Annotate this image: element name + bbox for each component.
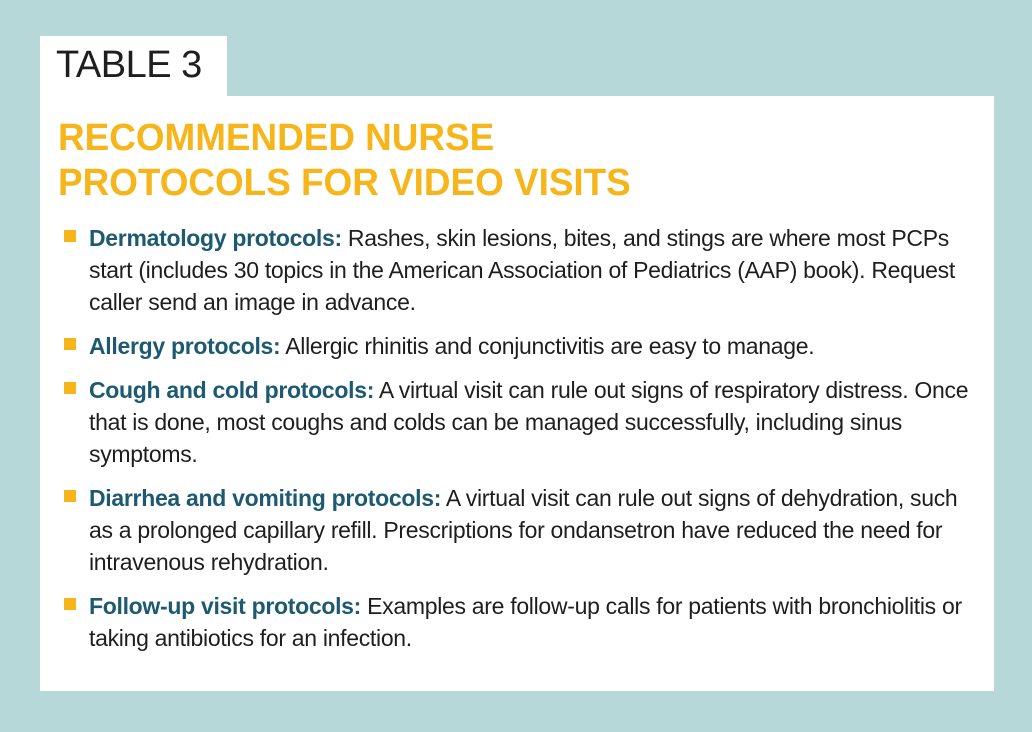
- item-term: Diarrhea and vomiting protocols:: [89, 485, 442, 511]
- content-panel: [40, 96, 994, 691]
- item-term: Cough and cold protocols:: [89, 377, 375, 403]
- list-item-cough-cold: [62, 374, 977, 470]
- item-text: A virtual visit can rule out signs of dehydration, such as a prolonged capillary refill. Prescriptions for ondansetron have reduced the need for intravenous rehydration.: [89, 485, 958, 575]
- item-text: A virtual visit can rule out signs of respiratory distress. Once that is done, most coughs and colds can be managed successfully, including sinus symptoms.: [89, 377, 969, 467]
- bullet-square-icon: [64, 338, 76, 350]
- title-line-2: PROTOCOLS FOR VIDEO VISITS: [58, 162, 631, 204]
- title-line-1: RECOMMENDED NURSE: [58, 117, 495, 159]
- item-term: Follow-up visit protocols:: [89, 593, 362, 619]
- bullet-square-icon: [64, 598, 76, 610]
- item-text: Allergic rhinitis and conjunctivitis are easy to manage.: [280, 333, 815, 359]
- table-label-tab: [40, 36, 227, 100]
- bullet-square-icon: [64, 230, 76, 242]
- protocol-list: [62, 222, 977, 666]
- list-item-dermatology: [62, 222, 977, 318]
- item-term: Dermatology protocols:: [89, 225, 342, 251]
- table-label: TABLE 3: [56, 44, 202, 86]
- table-title: [58, 116, 631, 206]
- item-text: Examples are follow-up calls for patients with bronchiolitis or taking antibiotics for an infection.: [89, 593, 962, 651]
- list-item-follow-up: [62, 590, 977, 654]
- list-item-diarrhea-vomiting: [62, 482, 977, 578]
- bullet-square-icon: [64, 382, 76, 394]
- bullet-square-icon: [64, 490, 76, 502]
- item-term: Allergy protocols:: [89, 333, 281, 359]
- list-item-allergy: [62, 330, 977, 362]
- item-text: Rashes, skin lesions, bites, and stings are where most PCPs start (includes 30 topics in the American Association of Pediatrics (AAP) book). Request caller send an image in advance.: [89, 225, 955, 315]
